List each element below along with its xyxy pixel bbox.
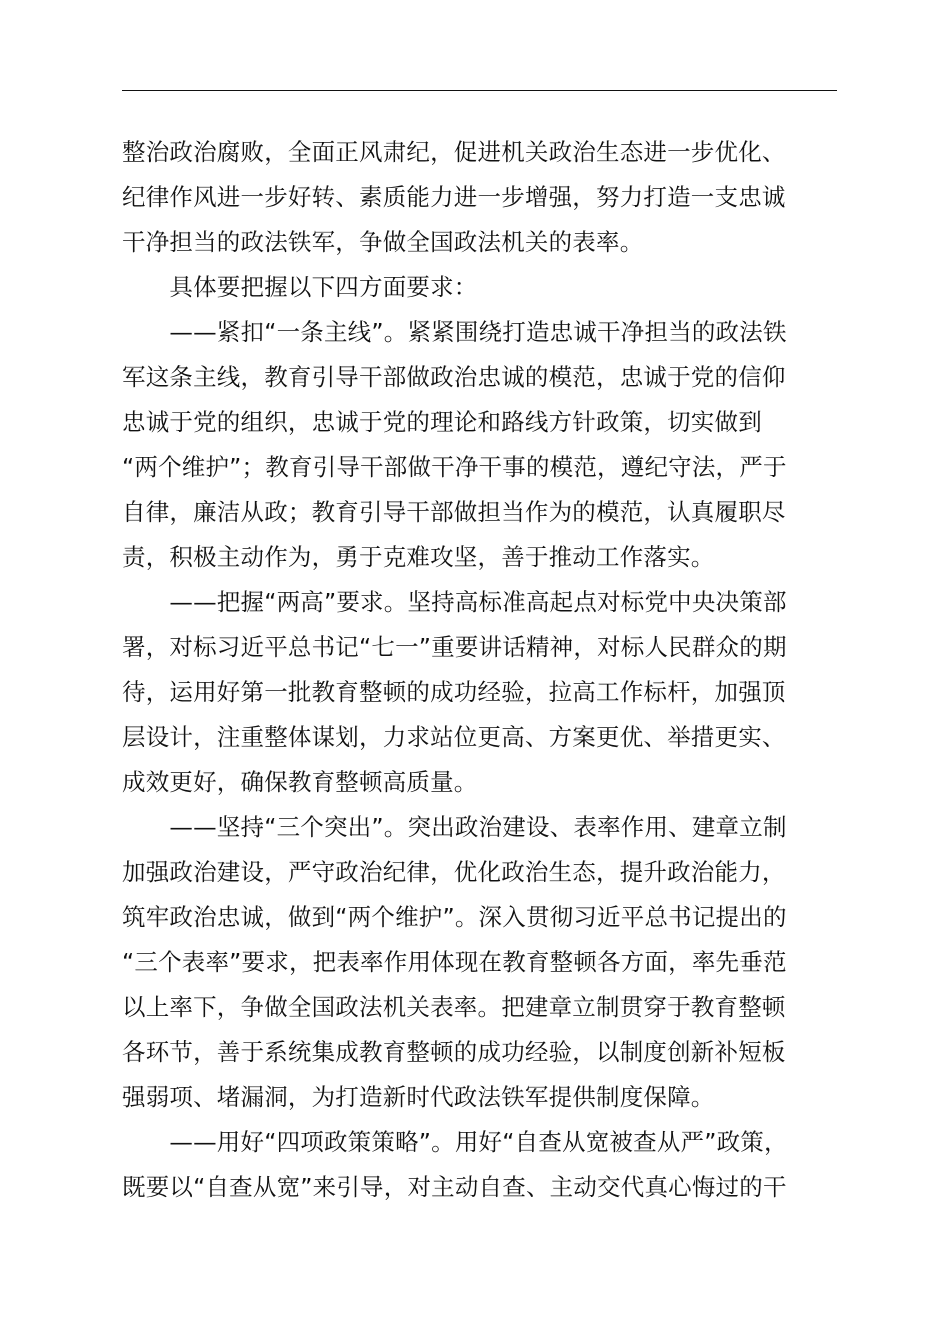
text-line: 纪律作风进一步好转、素质能力进一步增强，努力打造一支忠诚 [122,183,786,211]
text-line: 整治政治腐败，全面正风肃纪，促进机关政治生态进一步优化、 [122,138,786,166]
text-line: 以上率下，争做全国政法机关表率。把建章立制贯穿于教育整顿 [122,993,786,1021]
text-line: ——把握“两高”要求。坚持高标准高起点对标党中央决策部 [122,588,787,616]
text-line: 层设计，注重整体谋划，力求站位更高、方案更优、举措更实、 [122,723,786,751]
text-line: 待，运用好第一批教育整顿的成功经验，拉高工作标杆，加强顶 [122,678,786,706]
text-line: 干净担当的政法铁军，争做全国政法机关的表率。 [122,228,644,256]
text-line: “两个维护”；教育引导干部做干净干事的模范，遵纪守法，严于 [122,453,787,481]
text-line: 强弱项、堵漏洞，为打造新时代政法铁军提供制度保障。 [122,1083,715,1111]
text-line: 军这条主线，教育引导干部做政治忠诚的模范，忠诚于党的信仰 [122,363,786,391]
text-line: 既要以“自查从宽”来引导，对主动自查、主动交代真心悔过的干 [122,1173,787,1201]
document-body [122,130,862,1210]
text-line: 具体要把握以下四方面要求： [122,273,478,301]
text-line: 责，积极主动作为，勇于克难攻坚，善于推动工作落实。 [122,543,715,571]
text-line: 加强政治建设，严守政治纪律，优化政治生态，提升政治能力， [122,858,786,886]
text-line: 成效更好，确保教育整顿高质量。 [122,768,478,796]
text-line: 筑牢政治忠诚，做到“两个维护”。深入贯彻习近平总书记提出的 [122,903,787,931]
text-line: 各环节，善于系统集成教育整顿的成功经验，以制度创新补短板 [122,1038,786,1066]
text-line: ——紧扣“一条主线”。紧紧围绕打造忠诚干净担当的政法铁 [122,318,787,346]
text-line: ——坚持“三个突出”。突出政治建设、表率作用、建章立制 [122,813,787,841]
text-line: 署，对标习近平总书记“七一”重要讲话精神，对标人民群众的期 [122,633,787,661]
header-rule [122,90,837,91]
text-line: ——用好“四项政策策略”。用好“自查从宽被查从严”政策， [122,1128,788,1156]
text-line: “三个表率”要求，把表率作用体现在教育整顿各方面，率先垂范 [122,948,787,976]
text-line: 忠诚于党的组织，忠诚于党的理论和路线方针政策，切实做到 [122,408,762,436]
text-line: 自律，廉洁从政；教育引导干部做担当作为的模范，认真履职尽 [122,498,786,526]
